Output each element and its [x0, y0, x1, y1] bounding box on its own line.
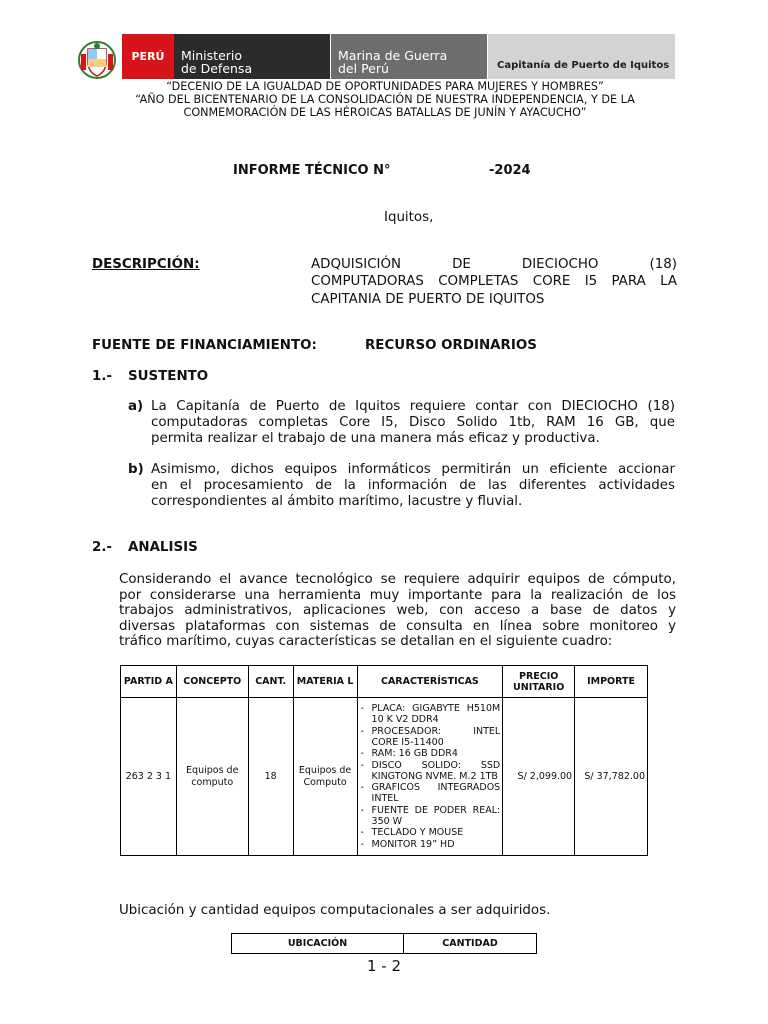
capitania-logo — [488, 34, 675, 79]
equipment-table — [120, 665, 648, 856]
characteristic-item: - PLACA: GIGABYTE H510M 10 K V2 DDR4 — [358, 703, 501, 726]
characteristic-item: - FUENTE DE PODER REAL: 350 W — [358, 805, 501, 828]
description-word: ADQUISICIÓN — [311, 257, 402, 272]
report-title: INFORME TÉCNICO N° — [233, 163, 391, 178]
characteristic-item: - DISCO SOLIDO: SSD KINGTONG NVME. M.2 1TB — [358, 760, 501, 783]
item-b-line: Asimismo, dichos equipos informáticos permitirán un eficiente accionar — [151, 462, 675, 477]
header-partida: PARTID A — [121, 666, 177, 698]
location-table — [231, 933, 537, 954]
marina-line2: del Perú — [338, 61, 389, 76]
peru-label: PERÚ — [131, 50, 165, 63]
slogan-line1: “DECENIO DE LA IGUALDAD DE OPORTUNIDADES PARA MUJERES Y HOMBRES” — [166, 80, 604, 93]
cell-cant: 18 — [248, 698, 293, 856]
header-importe: IMPORTE — [575, 666, 648, 698]
slogan-line2: “AÑO DEL BICENTENARIO DE LA CONSOLIDACIÓN DE NUESTRA INDEPENDENCIA, Y DE LA — [135, 93, 635, 106]
cell-precio: S/ 2,099.00 — [503, 698, 575, 856]
header-precio: PRECIO UNITARIO — [503, 666, 575, 698]
analysis-line: diversas plataformas con sistemas de consulta en línea sobre monitoreo y — [119, 619, 676, 634]
location-header-row — [232, 934, 537, 954]
section2-title: ANALISIS — [128, 540, 198, 555]
cell-caracteristicas — [357, 698, 503, 856]
analysis-line: trabajos administrativos, aplicaciones web, con acceso a base de datos y — [119, 603, 676, 618]
description-word: DIECIOCHO — [521, 257, 599, 272]
cell-material: Equipos de Computo — [293, 698, 357, 856]
cell-concepto: Equipos de computo — [176, 698, 248, 856]
report-year: -2024 — [489, 163, 531, 178]
peru-logo — [122, 34, 174, 79]
characteristic-item: - PROCESADOR: INTEL CORE I5-11400 — [358, 726, 501, 749]
header-material: MATERIA L — [293, 666, 357, 698]
header-cantidad: CANTIDAD — [404, 934, 537, 954]
header-cant: CANT. — [248, 666, 293, 698]
marina-guerra-logo — [331, 34, 487, 79]
funding-value: RECURSO ORDINARIOS — [365, 338, 537, 353]
item-b-marker: b) — [128, 462, 144, 477]
item-a-line: permita realizar el trabajo de una manera más eficaz y productiva. — [151, 431, 600, 446]
item-a-marker: a) — [128, 399, 144, 414]
ministerio-line1: Ministerio — [181, 48, 243, 63]
header-concepto: CONCEPTO — [176, 666, 248, 698]
analysis-line: por considerarse una herramienta muy importante para la realización de los — [119, 588, 676, 603]
place-date: Iquitos, — [384, 210, 434, 225]
item-b-line: correspondientes al ámbito marítimo, lacustre y fluvial. — [151, 494, 523, 509]
description-label: DESCRIPCIÓN: — [92, 257, 200, 272]
cell-importe: S/ 37,782.00 — [575, 698, 648, 856]
item-a-line: La Capitanía de Puerto de Iquitos requiere contar con DIECIOCHO (18) — [151, 399, 675, 414]
description-line2: COMPUTADORAS COMPLETAS CORE I5 PARA LA — [311, 274, 677, 289]
characteristic-item: - TECLADO Y MOUSE — [358, 827, 501, 838]
table-header-row — [121, 666, 648, 698]
description-line1 — [311, 257, 677, 273]
marina-line1: Marina de Guerra — [338, 48, 448, 63]
description-word: DE — [452, 257, 471, 272]
section2-number: 2.- — [92, 540, 112, 555]
characteristic-item: - GRAFICOS INTEGRADOS INTEL — [358, 782, 501, 805]
section1-title: SUSTENTO — [128, 369, 209, 384]
ministerio-defensa-logo — [174, 34, 330, 79]
analysis-line: Considerando el avance tecnológico se requiere adquirir equipos de cómputo, — [119, 572, 676, 587]
characteristics-list — [358, 703, 501, 850]
cell-partida: 263 2 3 1 — [121, 698, 177, 856]
table-row — [121, 698, 648, 856]
characteristic-item: - RAM: 16 GB DDR4 — [358, 748, 501, 759]
analysis-line: tráfico marítimo, cuyas características se detallan en el siguiente cuadro: — [119, 634, 613, 649]
characteristic-item: - MONITOR 19” HD — [358, 839, 501, 850]
coat-of-arms-icon — [78, 40, 116, 80]
capitania-label: Capitanía de Puerto de Iquitos — [497, 60, 670, 71]
slogan-line3: CONMEMORACIÓN DE LAS HÉROICAS BATALLAS DE JUNÍN Y AYACUCHO” — [183, 106, 587, 119]
funding-label: FUENTE DE FINANCIAMIENTO: — [92, 338, 317, 353]
header-ubicacion: UBICACIÓN — [232, 934, 404, 954]
section1-number: 1.- — [92, 369, 112, 384]
item-b-line: en el procesamiento de la información de las diferentes actividades — [151, 478, 675, 493]
header-caracteristicas: CARACTERÍSTICAS — [357, 666, 503, 698]
item-a-line: computadoras completas Core I5, Disco Solido 1tb, RAM 16 GB, que — [151, 415, 675, 430]
description-word: (18) — [649, 257, 677, 272]
ministerio-line2: de Defensa — [181, 61, 253, 76]
description-line3: CAPITANIA DE PUERTO DE IQUITOS — [311, 292, 545, 307]
page-number: 1 - 2 — [366, 957, 402, 975]
location-intro: Ubicación y cantidad equipos computacionales a ser adquiridos. — [119, 903, 551, 918]
